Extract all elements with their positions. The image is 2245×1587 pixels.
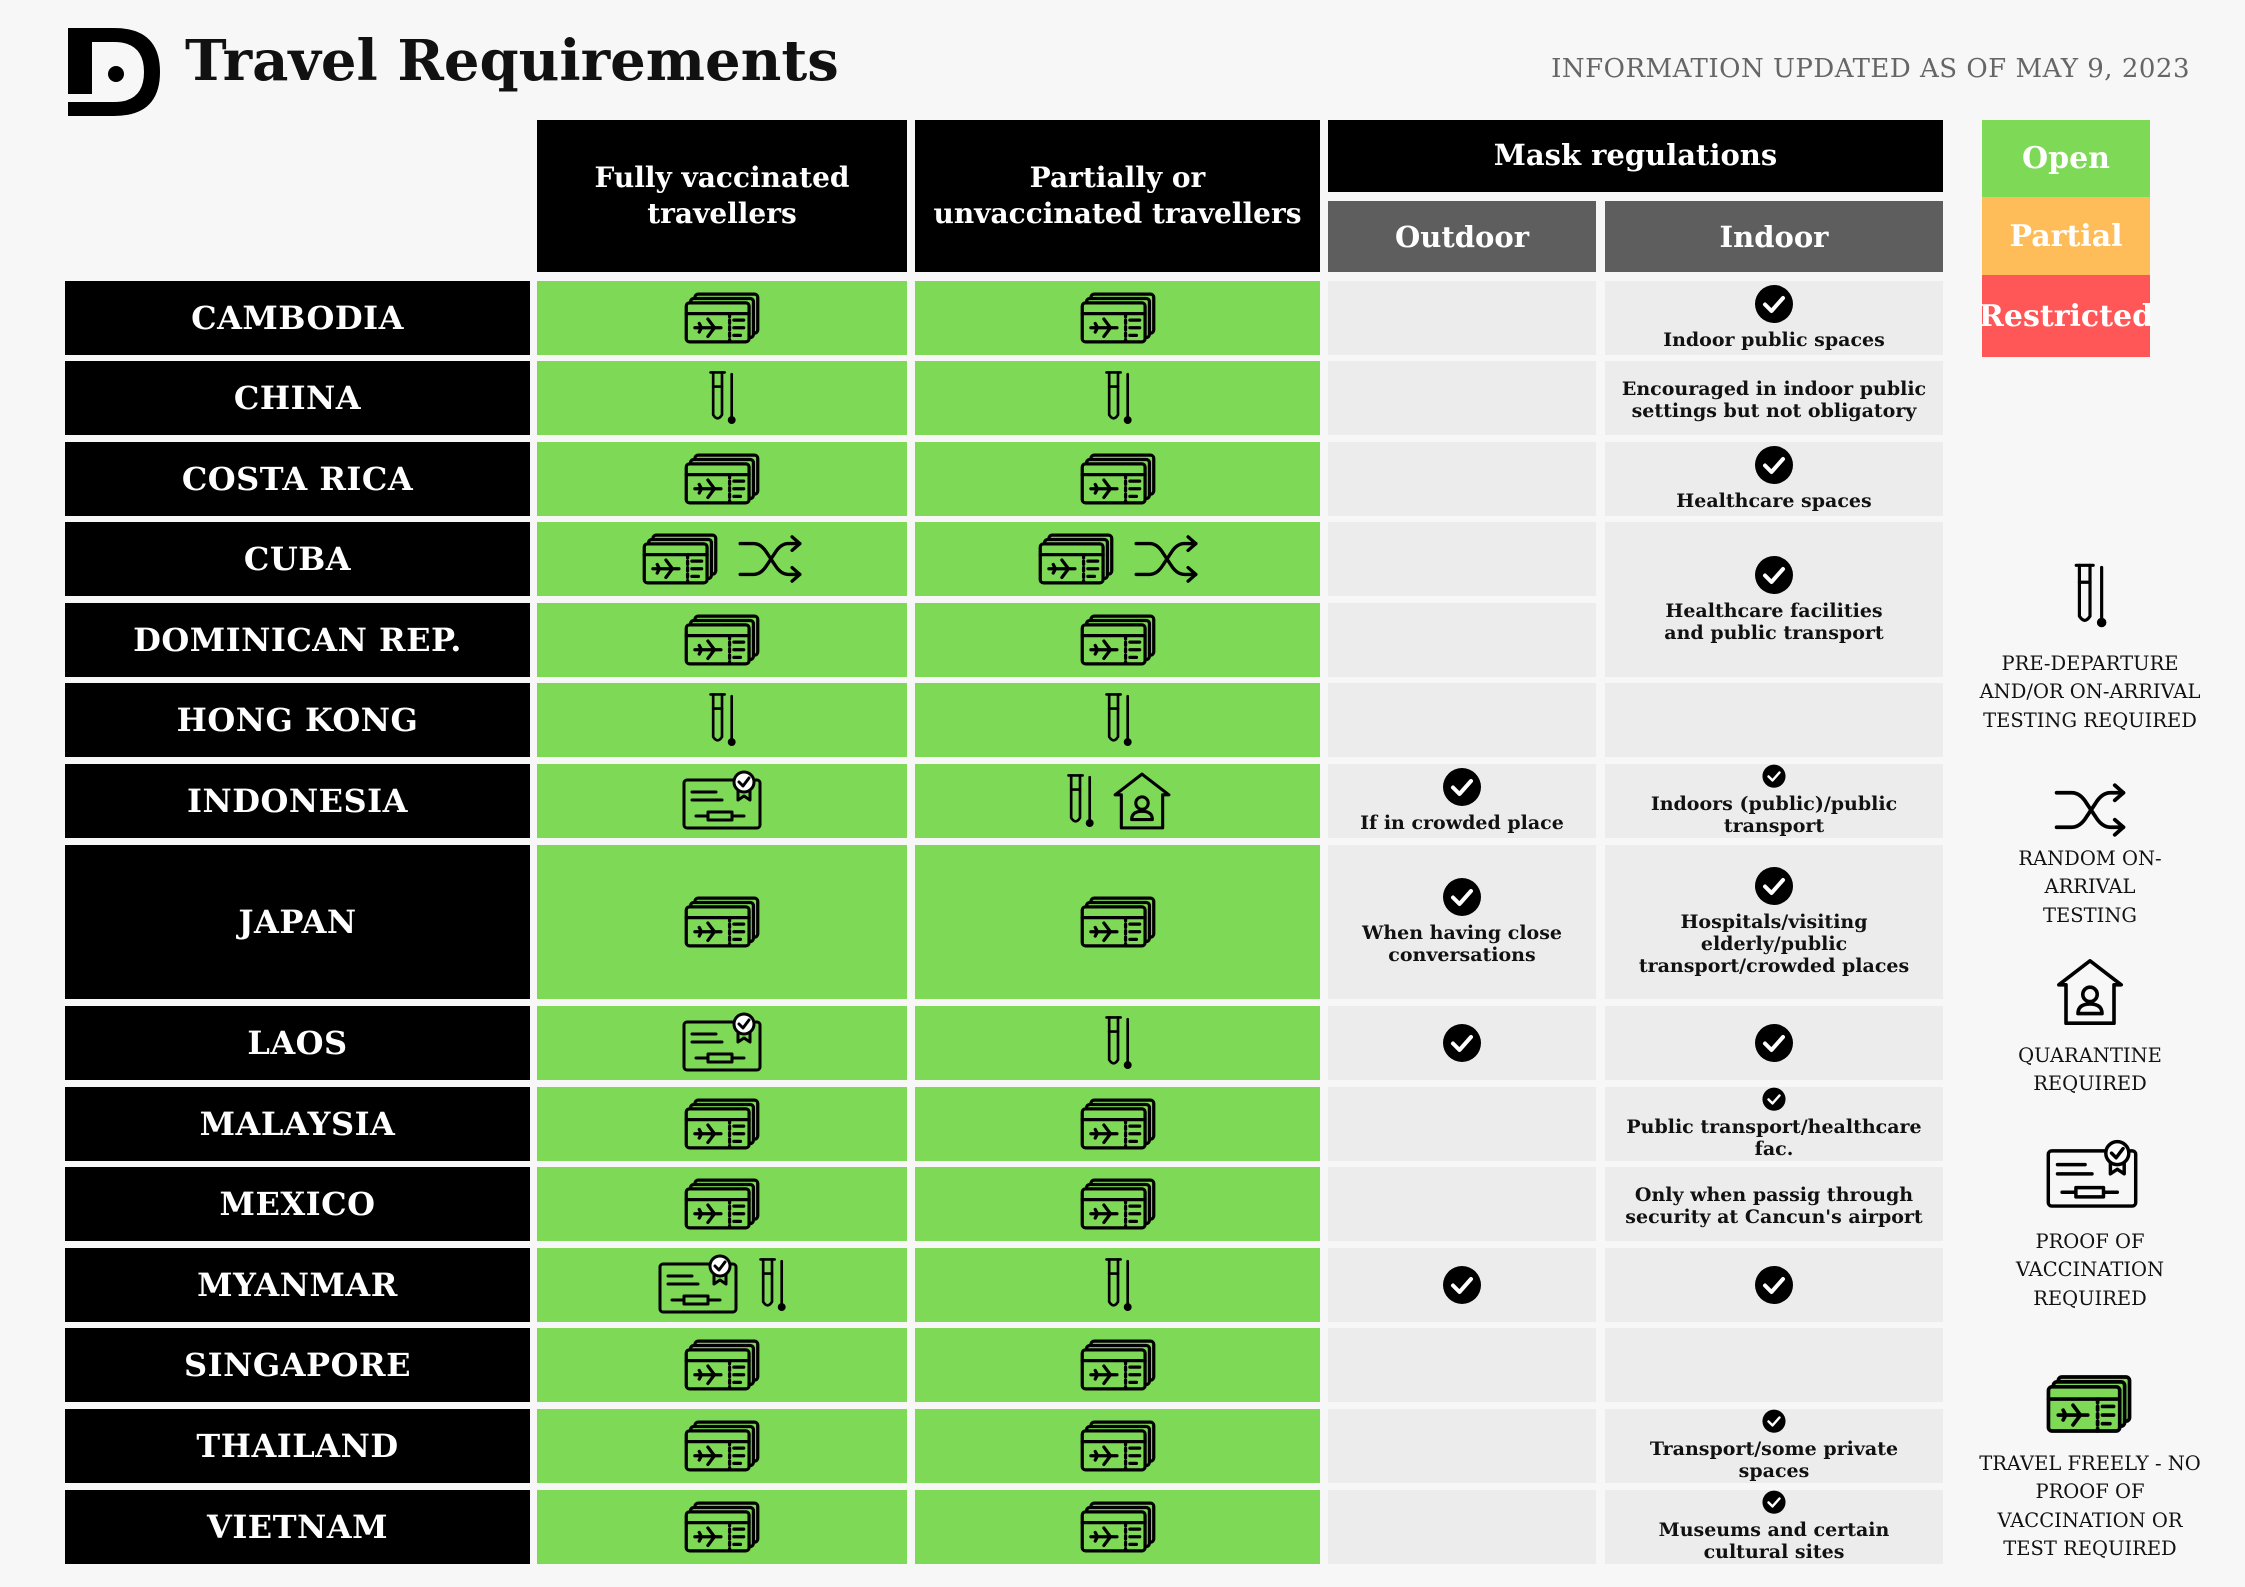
indoor-mask-cell [1605,522,1943,677]
vaccinated-cell [537,361,907,435]
indoor-note: Only when passig through security at Cancun's airport [1625,1184,1923,1228]
vaccinated-cell [537,1248,907,1322]
check-icon [1442,1265,1482,1305]
unvaccinated-cell [915,845,1320,999]
unvaccinated-cell [915,1409,1320,1483]
certificate-icon [681,770,763,832]
outdoor-mask-cell [1328,1328,1596,1402]
indoor-mask-cell [1605,683,1943,757]
check-icon [1754,445,1794,485]
indoor-mask-cell [1605,1409,1943,1483]
indoor-mask-cell [1605,1248,1943,1322]
indoor-mask-cell [1605,281,1943,355]
unvaccinated-cell [915,1490,1320,1564]
logo [64,24,164,120]
ticket-icon [1079,292,1157,344]
check-icon [1754,1409,1794,1433]
ticket-icon [2046,1374,2132,1434]
vaccinated-cell [537,1167,907,1241]
header-indoor: Indoor [1605,201,1943,272]
outdoor-mask-cell [1328,1167,1596,1241]
outdoor-note: If in crowded place [1360,812,1564,835]
legend-free-text: TRAVEL FREELY - NO PROOF OF VACCINATION OR TEST REQUIRED [1979,1452,2201,1560]
shuffle-icon [2054,782,2126,838]
ticket-icon [1079,1501,1157,1553]
outdoor-mask-cell [1328,683,1596,757]
vaccinated-cell [537,764,907,838]
ticket-icon [1079,1339,1157,1391]
vaccinated-cell [537,603,907,677]
country-name: CHINA [65,361,530,435]
header-unvaccinated: Partially or unvaccinated travellers [915,120,1320,272]
legend-quarantine-text: QUARANTINE REQUIRED [2018,1044,2162,1096]
legend-testing-text: PRE-DEPARTURE AND/OR ON-ARRIVAL TESTING REQUIRED [1979,652,2201,732]
ticket-icon [683,614,761,666]
header-vaccinated: Fully vaccinated travellers [537,120,907,272]
ticket-icon [1079,453,1157,505]
outdoor-mask-cell [1328,442,1596,516]
indoor-note: Indoors (public)/public transport [1650,793,1898,838]
indoor-note: Hospitals/visiting elderly/public transport/crowded places [1638,911,1910,977]
outdoor-mask-cell [1328,603,1596,677]
test-tube-icon [757,1256,787,1314]
test-tube-icon [1065,772,1095,830]
indoor-mask-cell [1605,1167,1943,1241]
check-icon [1754,284,1794,324]
check-icon [1754,764,1794,788]
vaccinated-cell [537,281,907,355]
unvaccinated-cell [915,1328,1320,1402]
ticket-icon [1079,1178,1157,1230]
vaccinated-cell [537,1328,907,1402]
check-icon [1442,877,1482,917]
vaccinated-cell [537,1490,907,1564]
vaccinated-cell [537,442,907,516]
outdoor-mask-cell [1328,1409,1596,1483]
unvaccinated-cell [915,1167,1320,1241]
outdoor-mask-cell [1328,764,1596,838]
check-icon [1754,866,1794,906]
unvaccinated-cell [915,281,1320,355]
page-title: Travel Requirements [185,28,839,94]
country-name: MEXICO [65,1167,530,1241]
indoor-mask-cell [1605,361,1943,435]
unvaccinated-cell [915,361,1320,435]
shuffle-icon [737,534,803,584]
indoor-mask-cell [1605,442,1943,516]
test-tube-icon [707,369,737,427]
header-outdoor: Outdoor [1328,201,1596,272]
unvaccinated-cell [915,1248,1320,1322]
test-tube-icon [1103,1256,1133,1314]
ticket-icon [1079,1098,1157,1150]
ticket-icon [1079,1420,1157,1472]
outdoor-mask-cell [1328,522,1596,596]
outdoor-mask-cell [1328,1490,1596,1564]
outdoor-mask-cell [1328,361,1596,435]
test-tube-icon [2072,558,2108,634]
check-icon [1754,1087,1794,1111]
indoor-mask-cell [1605,1328,1943,1402]
indoor-note: Public transport/healthcare fac. [1626,1116,1922,1161]
country-name: SINGAPORE [65,1328,530,1402]
indoor-mask-cell [1605,1087,1943,1161]
country-name: THAILAND [65,1409,530,1483]
header-mask-regulations: Mask regulations [1328,120,1943,192]
outdoor-mask-cell [1328,845,1596,999]
unvaccinated-cell [915,522,1320,596]
ticket-icon [683,453,761,505]
legend-restricted: Restricted [1982,275,2150,357]
country-name: MALAYSIA [65,1087,530,1161]
ticket-icon [683,1178,761,1230]
country-name: CAMBODIA [65,281,530,355]
indoor-note: Healthcare facilities and public transport [1664,599,1884,644]
unvaccinated-cell [915,683,1320,757]
legend-proof-text: PROOF OF VACCINATION REQUIRED [2015,1230,2165,1310]
ticket-icon [683,896,761,948]
indoor-note: Healthcare spaces [1676,490,1872,513]
unvaccinated-cell [915,1087,1320,1161]
check-icon [1754,1023,1794,1063]
indoor-mask-cell [1605,845,1943,999]
indoor-note: Indoor public spaces [1663,329,1885,352]
check-icon [1754,555,1794,595]
country-name: JAPAN [65,845,530,999]
check-icon [1754,1490,1794,1514]
ticket-icon [683,1501,761,1553]
outdoor-mask-cell [1328,1006,1596,1080]
updated-date: INFORMATION UPDATED AS OF MAY 9, 2023 [1551,54,2190,84]
certificate-icon [657,1254,739,1316]
indoor-note: Encouraged in indoor public settings but not obligatory [1621,378,1927,422]
country-name: COSTA RICA [65,442,530,516]
test-tube-icon [1103,691,1133,749]
ticket-icon [683,1098,761,1150]
indoor-note: Transport/some private spaces [1649,1438,1899,1483]
unvaccinated-cell [915,603,1320,677]
ticket-icon [641,533,719,585]
ticket-icon [683,1339,761,1391]
vaccinated-cell [537,1409,907,1483]
legend-partial: Partial [1982,197,2150,275]
test-tube-icon [1103,1014,1133,1072]
vaccinated-cell [537,1087,907,1161]
indoor-note: Museums and certain cultural sites [1658,1519,1890,1564]
certificate-icon [681,1012,763,1074]
test-tube-icon [1103,369,1133,427]
indoor-mask-cell [1605,1490,1943,1564]
shuffle-icon [1133,534,1199,584]
test-tube-icon [707,691,737,749]
outdoor-mask-cell [1328,1248,1596,1322]
check-icon [1754,1265,1794,1305]
unvaccinated-cell [915,764,1320,838]
indoor-mask-cell [1605,764,1943,838]
quarantine-icon [2056,956,2124,1028]
vaccinated-cell [537,1006,907,1080]
country-name: INDONESIA [65,764,530,838]
unvaccinated-cell [915,442,1320,516]
country-name: MYANMAR [65,1248,530,1322]
outdoor-mask-cell [1328,281,1596,355]
vaccinated-cell [537,683,907,757]
legend-open: Open [1982,120,2150,197]
ticket-icon [1079,614,1157,666]
certificate-icon [2046,1138,2138,1212]
country-name: CUBA [65,522,530,596]
legend-random-text: RANDOM ON-ARRIVAL TESTING [2018,847,2162,927]
check-icon [1442,1023,1482,1063]
ticket-icon [683,292,761,344]
country-name: VIETNAM [65,1490,530,1564]
country-name: DOMINICAN REP. [65,603,530,677]
quarantine-icon [1113,770,1171,832]
unvaccinated-cell [915,1006,1320,1080]
vaccinated-cell [537,845,907,999]
vaccinated-cell [537,522,907,596]
ticket-icon [1079,896,1157,948]
check-icon [1442,767,1482,807]
indoor-mask-cell [1605,1006,1943,1080]
outdoor-mask-cell [1328,1087,1596,1161]
ticket-icon [1037,533,1115,585]
ticket-icon [683,1420,761,1472]
outdoor-note: When having close conversations [1361,922,1562,966]
country-name: HONG KONG [65,683,530,757]
country-name: LAOS [65,1006,530,1080]
